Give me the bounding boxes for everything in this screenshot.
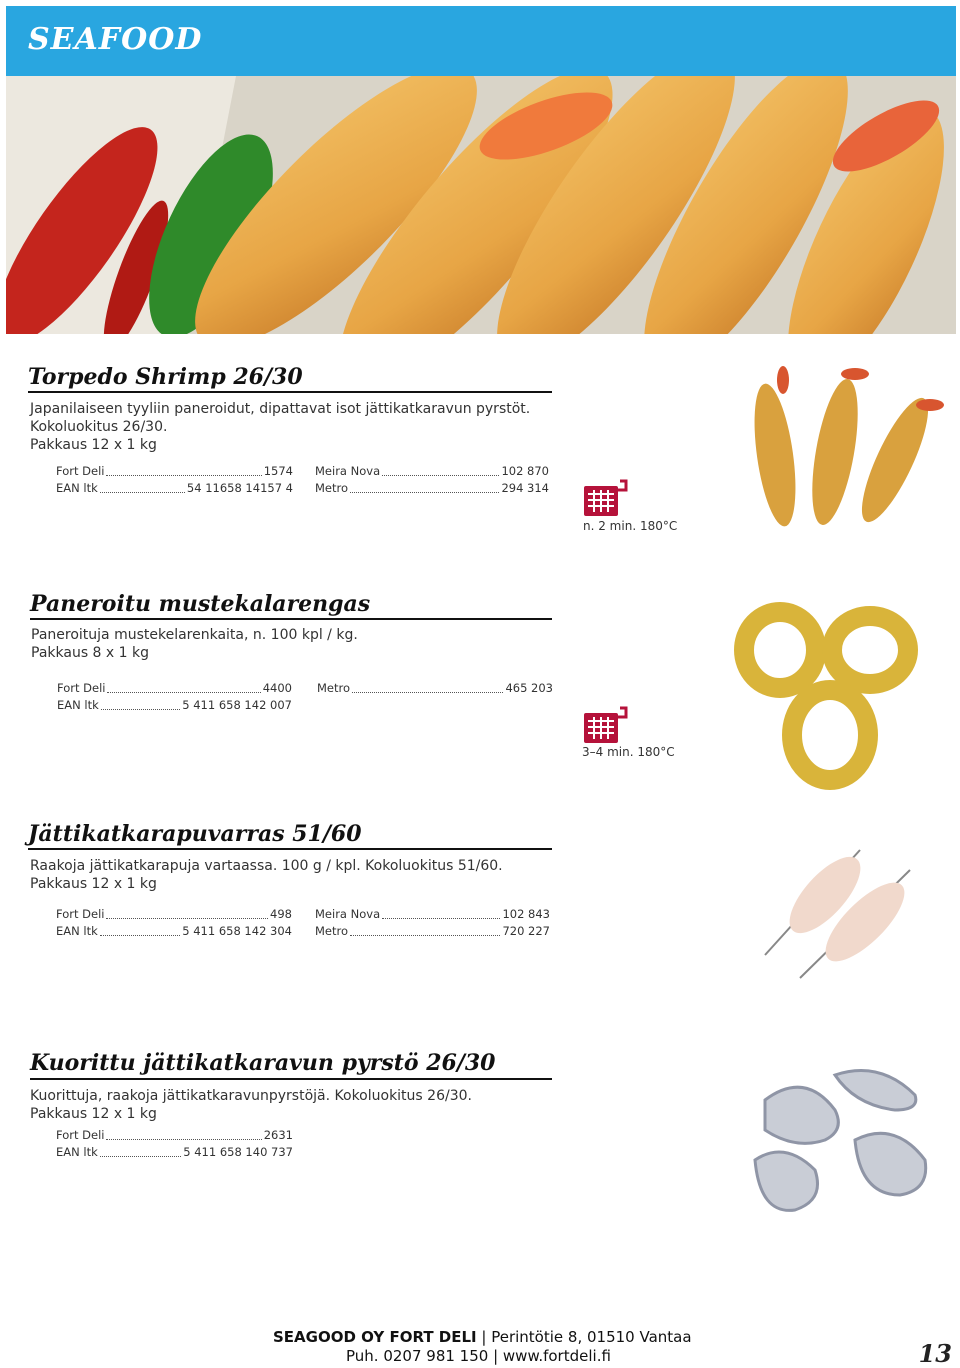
description-line: Kuorittuja, raakoja jättikatkaravunpyrstöjä. Kokoluokitus 26/30. [30,1088,472,1104]
footer-website-link[interactable]: www.fortdeli.fi [502,1347,611,1365]
product-photo-torpedo-shrimp [735,360,960,539]
footer-contact-line: Puh. 0207 981 150 | www.fortdeli.fi [346,1347,611,1365]
code-value: 720 227 [502,924,550,938]
title-rule [30,1078,552,1080]
product-description [31,626,358,662]
product-title: Torpedo Shrimp 26/30 [28,364,303,390]
deep-fryer-icon [582,478,630,522]
footer-company: SEAGOOD OY FORT DELI [273,1328,477,1346]
footer-phone: Puh. 0207 981 150 [346,1347,489,1365]
product-codes-left [56,906,292,940]
product-photo-peeled-shrimp [725,1060,955,1224]
title-rule [28,391,552,393]
code-value: 54 11658 14157 4 [186,481,293,495]
cooking-info: 3–4 min. 180°C [582,745,675,759]
code-label: Metro [315,924,349,938]
product-description [30,857,503,893]
code-value: 294 314 [501,481,549,495]
footer-company-line: SEAGOOD OY FORT DELI | Perintötie 8, 01510 Vantaa [273,1328,692,1346]
page-number: 13 [918,1339,952,1368]
description-line: Pakkaus 12 x 1 kg [30,1106,157,1122]
product-codes-right [317,680,553,697]
description-line: Pakkaus 8 x 1 kg [31,645,150,661]
product-codes-left [56,1127,293,1161]
code-label: Fort Deli [56,464,105,478]
product-photo-shrimp-skewers [760,840,925,989]
hero-photo-fried-shrimp [6,76,956,334]
code-label: Fort Deli [56,907,105,921]
product-title: Jättikatkarapuvarras 51/60 [28,821,362,847]
product-photo-squid-rings [730,600,930,799]
code-label: Fort Deli [57,681,106,695]
footer-address: Perintötie 8, 01510 Vantaa [491,1328,692,1346]
description-line: Japanilaiseen tyyliin paneroidut, dipattavat isot jättikatkaravun pyrstöt. [30,401,531,417]
product-codes-right [315,463,549,497]
code-label: Fort Deli [56,1128,105,1142]
code-value: 1574 [263,464,293,478]
deep-fryer-icon [582,705,630,749]
product-description [30,400,530,454]
description-line: Raakoja jättikatkarapuja vartaassa. 100 g / kpl. Kokoluokitus 51/60. [30,858,503,874]
code-label: EAN ltk [56,924,98,938]
product-title: Kuorittu jättikatkaravun pyrstö 26/30 [30,1050,496,1076]
title-rule [28,848,552,850]
description-line: Paneroituja mustekelarenkaita, n. 100 kpl / kg. [31,627,358,643]
code-value: 5 411 658 140 737 [183,1145,293,1159]
page-title: SEAFOOD [28,22,203,57]
code-value: 2631 [263,1128,293,1142]
code-value: 5 411 658 142 304 [182,924,292,938]
code-value: 5 411 658 142 007 [182,698,292,712]
description-line: Pakkaus 12 x 1 kg [30,876,157,892]
code-label: EAN ltk [56,1145,98,1159]
product-codes-left [57,680,292,714]
code-label: Meira Nova [315,464,381,478]
description-line: Pakkaus 12 x 1 kg [30,437,157,453]
code-value: 498 [270,907,292,921]
code-label: Metro [317,681,351,695]
product-title: Paneroitu mustekalarengas [30,591,371,617]
code-value: 465 203 [505,681,553,695]
product-codes-right [315,906,550,940]
code-value: 102 843 [502,907,550,921]
code-label: EAN ltk [57,698,99,712]
code-value: 4400 [262,681,292,695]
product-description [30,1087,472,1123]
code-label: Meira Nova [315,907,381,921]
description-line: Kokoluokitus 26/30. [30,419,168,435]
header-band [6,6,956,76]
code-label: EAN ltk [56,481,98,495]
code-label: Metro [315,481,349,495]
code-value: 102 870 [501,464,549,478]
title-rule [30,618,552,620]
product-codes-left [56,463,293,497]
cooking-info: n. 2 min. 180°C [583,519,678,533]
